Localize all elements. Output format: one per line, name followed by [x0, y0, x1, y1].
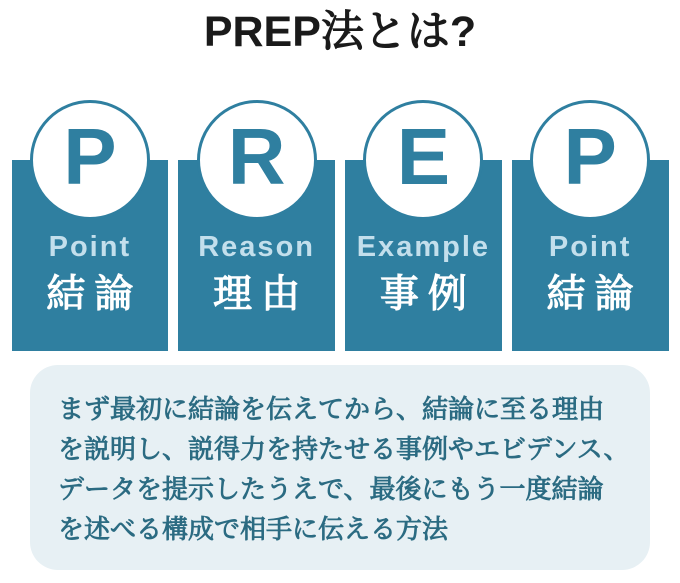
japanese-label: 事例: [379, 272, 476, 316]
english-label: Point: [48, 231, 132, 263]
page-title: PREP法とは?: [203, 8, 477, 56]
circle-letter: R: [227, 112, 286, 201]
prep-infographic: [0, 8, 680, 583]
description-line: を説明し、説得力を持たせる事例やエビデンス、: [58, 434, 630, 464]
circle-letter: E: [396, 112, 451, 201]
english-label: Example: [356, 231, 491, 263]
letter-circle: [530, 100, 650, 220]
letter-circle: [30, 100, 150, 220]
english-label: Point: [548, 231, 632, 263]
letter-circle: [363, 100, 483, 220]
letter-circle: [197, 100, 317, 220]
english-label: Reason: [198, 231, 315, 263]
circle-letter: P: [563, 112, 617, 201]
circle-letter: P: [63, 112, 117, 201]
prep-columns: [12, 100, 669, 351]
prep-column-example: [345, 100, 502, 351]
prep-column-point-2: [512, 100, 669, 351]
japanese-label: 結論: [546, 272, 643, 316]
description-line: データを提示したうえで、最後にもう一度結論: [58, 474, 604, 504]
japanese-label: 結論: [46, 272, 143, 316]
prep-column-reason: [178, 100, 335, 351]
description-line: を述べる構成で相手に伝える方法: [58, 514, 449, 544]
japanese-label: 理由: [213, 272, 310, 316]
description-line: まず最初に結論を伝えてから、結論に至る理由: [58, 394, 605, 424]
description-box: [30, 365, 650, 570]
prep-column-point-1: [12, 100, 169, 351]
